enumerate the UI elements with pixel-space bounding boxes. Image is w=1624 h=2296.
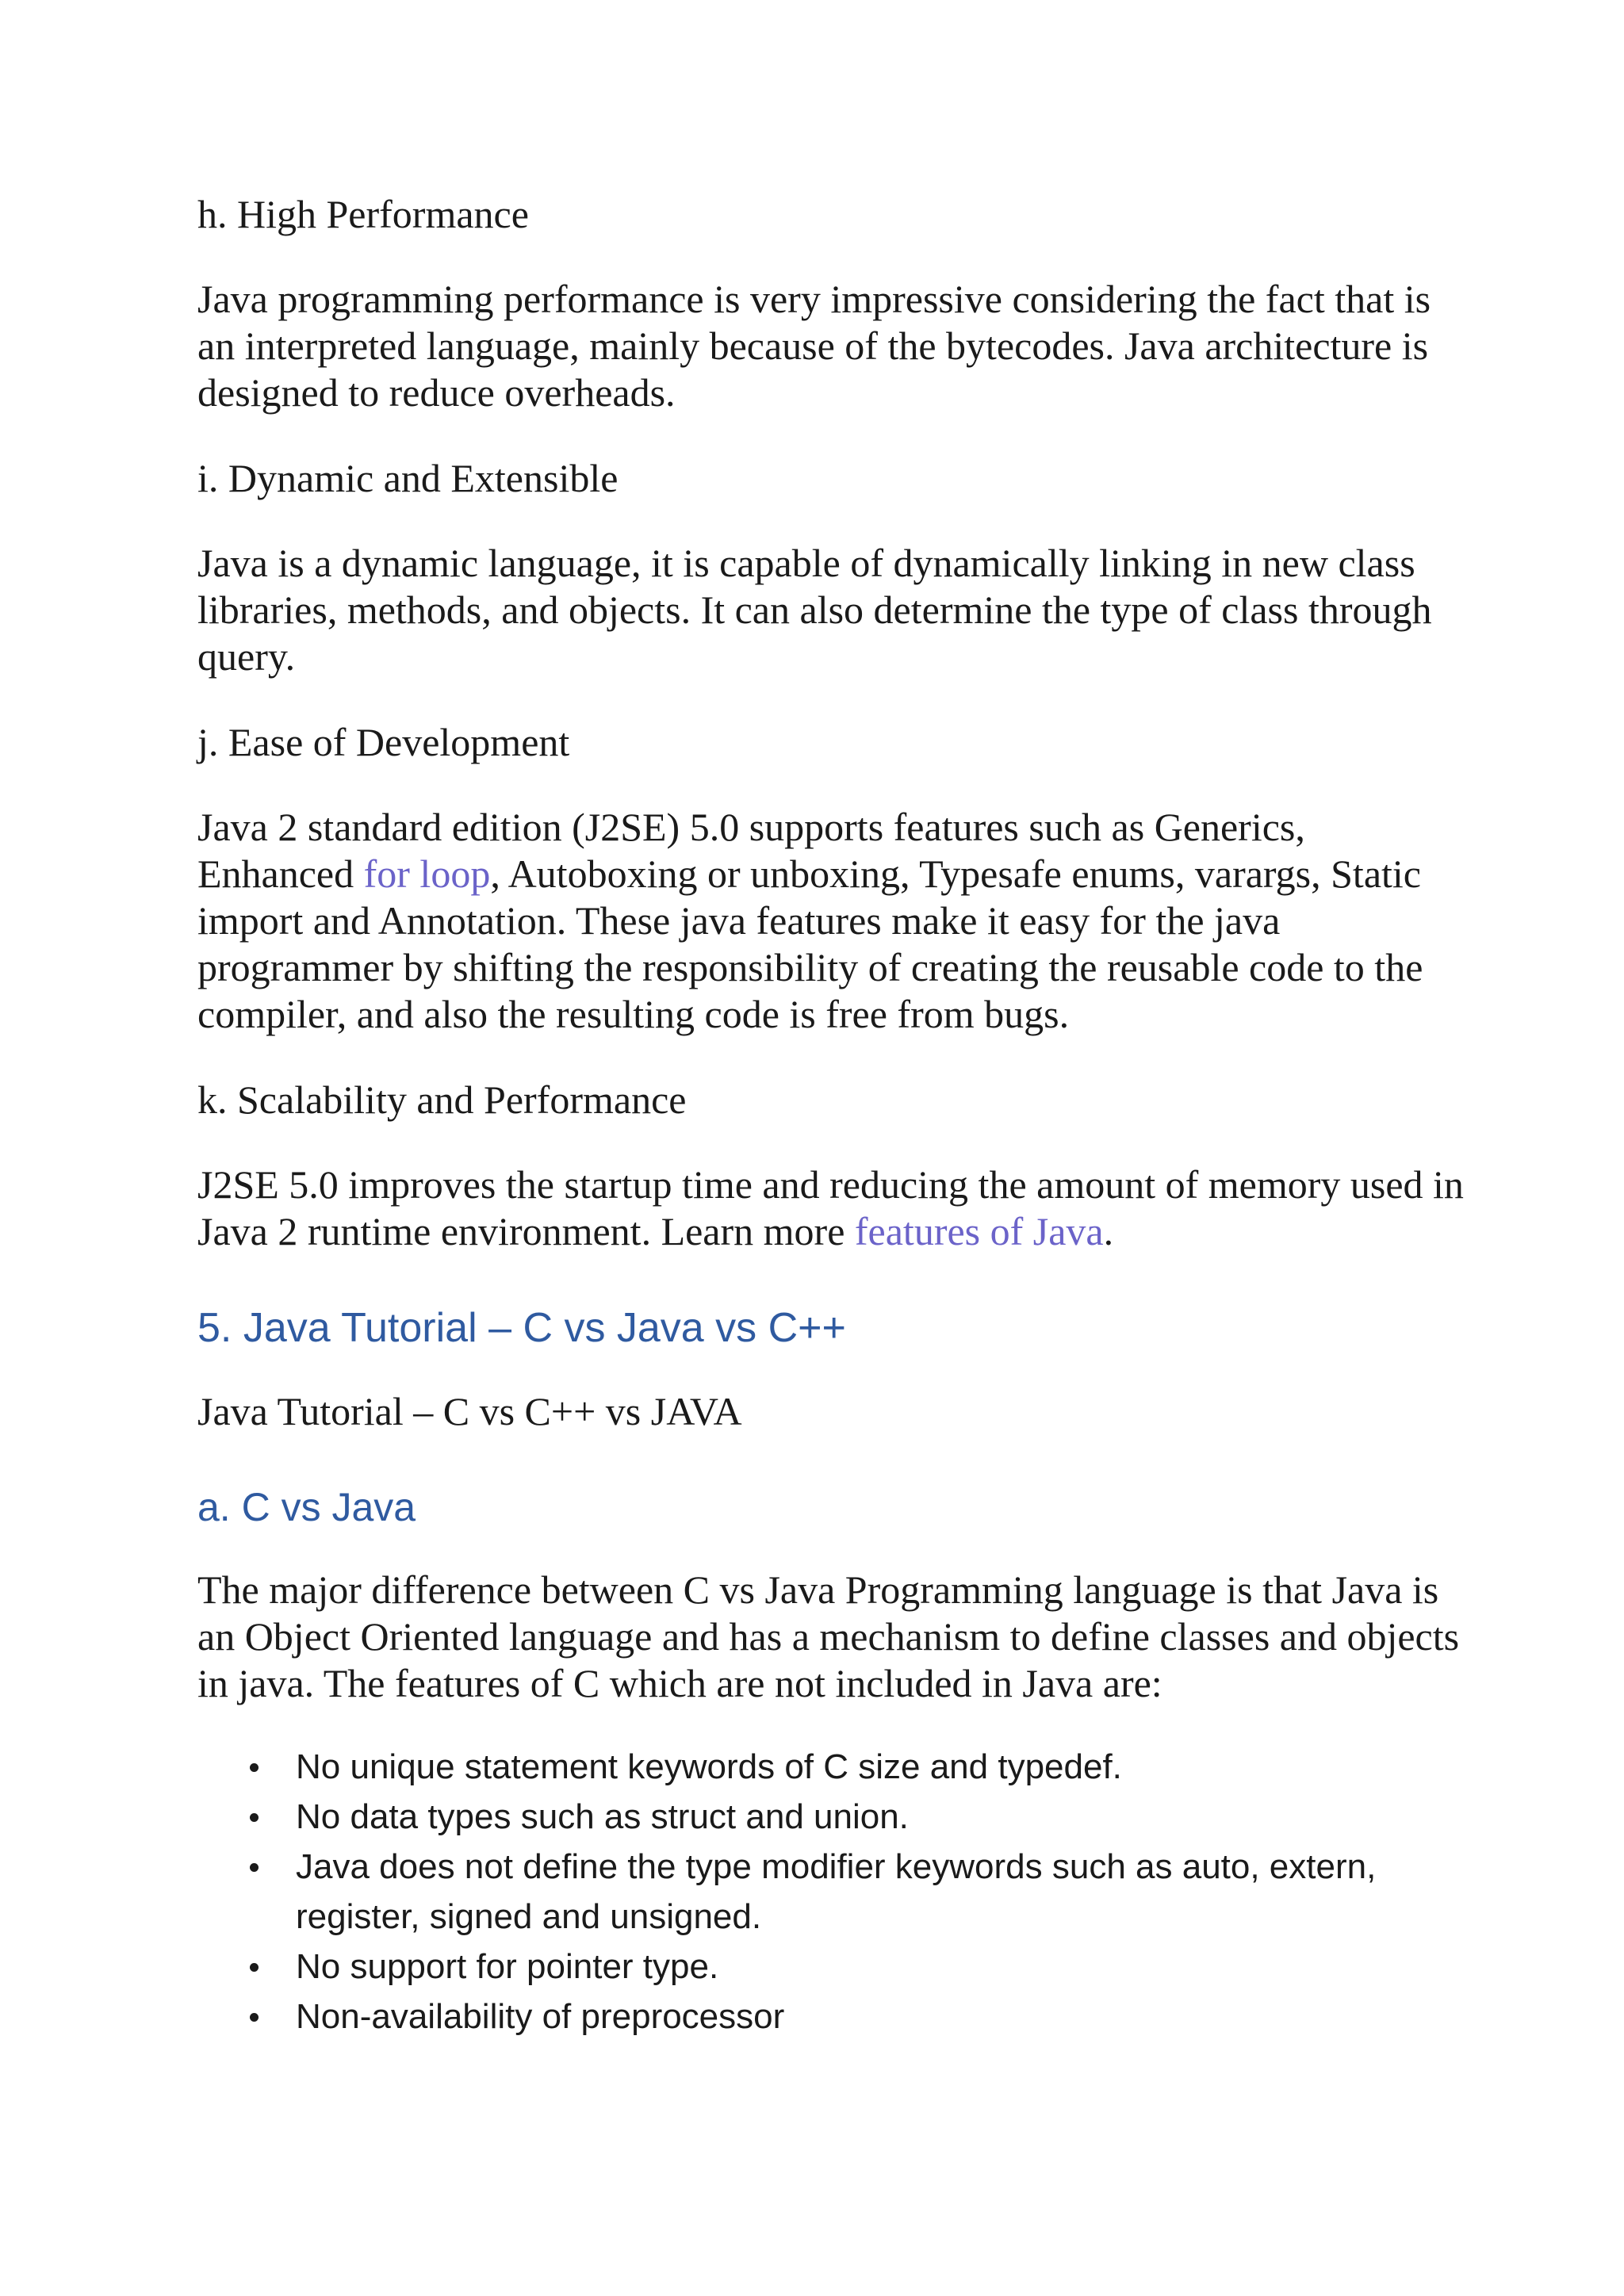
section-body-ease-of-development <box>197 804 1466 1038</box>
list-item <box>197 1942 1466 1992</box>
section-heading-ease-of-development: j. Ease of Development <box>197 720 570 764</box>
c-vs-java-body: The major difference between C vs Java Programming language is that Java is an Object Oriented language and has a mechanism to define classes and objects in java. The features of C which are not included in Java are: <box>197 1567 1460 1705</box>
list-item <box>197 1792 1466 1842</box>
list-item <box>197 1742 1466 1792</box>
bullet-icon <box>250 2013 259 2022</box>
chapter-title: 5. Java Tutorial – C vs Java vs C++ <box>197 1305 846 1351</box>
text-run: . <box>1103 1209 1114 1253</box>
text-run: , Autoboxing or unboxing, Typesafe enums, varargs, Static import and Annotation. These java features make it easy for the java programmer by shifting the responsibility of creating the reusable code to the compiler, and also the resulting code is free from bugs. <box>197 851 1423 1036</box>
list-item-text: Java does not define the type modifier keywords such as auto, extern, register, signed and unsigned. <box>296 1847 1377 1936</box>
section-heading-dynamic-extensible: i. Dynamic and Extensible <box>197 456 619 500</box>
list-item-text: No unique statement keywords of C size and typedef. <box>296 1747 1122 1786</box>
bullet-icon <box>250 1863 259 1872</box>
list-item-text: No data types such as struct and union. <box>296 1797 909 1836</box>
text-run: Java 2 standard edition (J2SE) 5.0 supports features such as Generics, Enhanced <box>197 805 1305 896</box>
section-body-dynamic-extensible: Java is a dynamic language, it is capable of dynamically linking in new class libraries, methods, and objects. It can also determine the type of class through query. <box>197 541 1432 679</box>
text-run: J2SE 5.0 improves the startup time and reducing the amount of memory used in Java 2 runtime environment. Learn more <box>197 1162 1464 1253</box>
section-heading-scalability: k. Scalability and Performance <box>197 1077 687 1122</box>
section-heading-high-performance: h. High Performance <box>197 192 529 236</box>
list-item <box>197 1842 1466 1942</box>
list-item-text: Non-availability of preprocessor <box>296 1997 785 2036</box>
section-body-scalability <box>197 1161 1466 1255</box>
for-loop-link[interactable]: for loop <box>363 851 491 896</box>
c-features-list <box>197 1742 1466 2042</box>
bullet-icon <box>250 1963 259 1972</box>
bullet-icon <box>250 1813 259 1822</box>
document-page <box>197 190 1466 2042</box>
bullet-icon <box>250 1763 259 1772</box>
section-body-high-performance: Java programming performance is very impressive considering the fact that is an interpreted language, mainly because of the bytecodes. Java architecture is designed to reduce overheads. <box>197 277 1431 415</box>
list-item-text: No support for pointer type. <box>296 1947 719 1986</box>
c-vs-java-title: a. C vs Java <box>197 1485 416 1529</box>
chapter-subtitle: Java Tutorial – C vs C++ vs JAVA <box>197 1389 742 1433</box>
features-of-java-link[interactable]: features of Java <box>854 1209 1104 1253</box>
list-item <box>197 1992 1466 2042</box>
